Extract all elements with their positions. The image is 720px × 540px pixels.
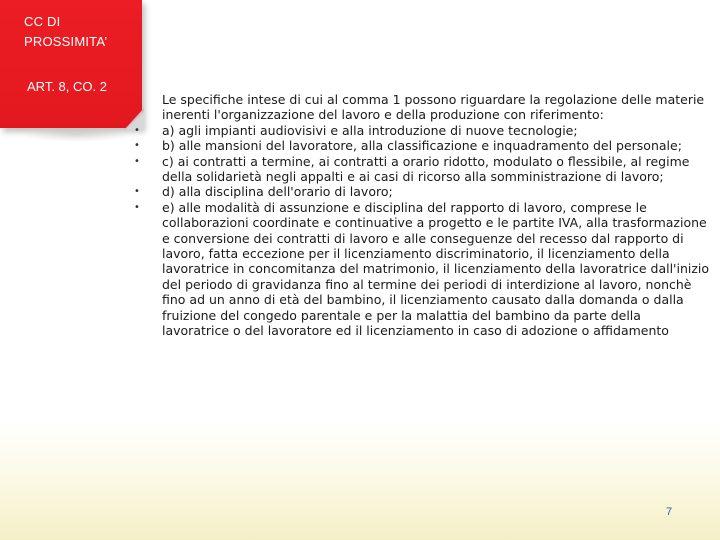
bullet-icon: • — [134, 186, 140, 198]
intro-paragraph: Le specifiche intese di cui al comma 1 possono riguardare la regolazione delle materie inerenti l'organizzazione del lavoro e della produzione con riferimento: — [162, 92, 705, 123]
list-item — [120, 154, 710, 185]
list-item-text: e) alle modalità di assunzione e disciplina del rapporto di lavoro, comprese le collaborazioni coordinate e continuative a progetto e le partite IVA, alla trasformazione e conversione dei contratti di lavoro e alle conseguenze del recesso dal rapporto di lavoro, fatta eccezione per il licenziamento discriminatorio, il licenziamento della lavoratrice in concomitanza del matrimonio, il licenziamento della lavoratrice dall'inizio del periodo di gravidanza fino al termine dei periodi di interdizione al lavoro, nonchè fino ad un anno di età del bambino, il licenziamento causato dalla domanda o dalla fruizione del congedo parentale e per la malattia del bambino da parte della lavoratrice o del lavoratore ed il licenziamento in caso di adozione o affidamento — [162, 199, 710, 339]
list-item-text: a) agli impianti audiovisivi e alla introduzione di nuove tecnologie; — [162, 122, 578, 138]
tab-shadow — [22, 128, 132, 142]
list-item-text: b) alle mansioni del lavoratore, alla classificazione e inquadramento del personale; — [162, 138, 682, 154]
list-item — [120, 200, 710, 339]
page-number: 7 — [666, 506, 673, 518]
list-item-text: d) alla disciplina dell'orario di lavoro; — [162, 184, 393, 200]
section-title: CC DI PROSSIMITA’ — [24, 14, 108, 49]
list-item — [120, 184, 710, 199]
bullet-icon: • — [134, 124, 140, 136]
bullet-icon: • — [134, 140, 140, 152]
section-subtitle: ART. 8, CO. 2 — [27, 79, 107, 94]
list-item — [120, 138, 710, 153]
list-item-text: c) ai contratti a termine, ai contratti a orario ridotto, modulato o flessibile, al regime della solidarietà negli appalti e ai casi di ricorso alla somministrazione di lavoro; — [162, 153, 690, 185]
slide-body — [120, 92, 710, 339]
bullet-list — [120, 123, 710, 339]
list-item — [120, 123, 710, 138]
bullet-icon: • — [134, 155, 140, 167]
bullet-icon: • — [134, 201, 140, 213]
